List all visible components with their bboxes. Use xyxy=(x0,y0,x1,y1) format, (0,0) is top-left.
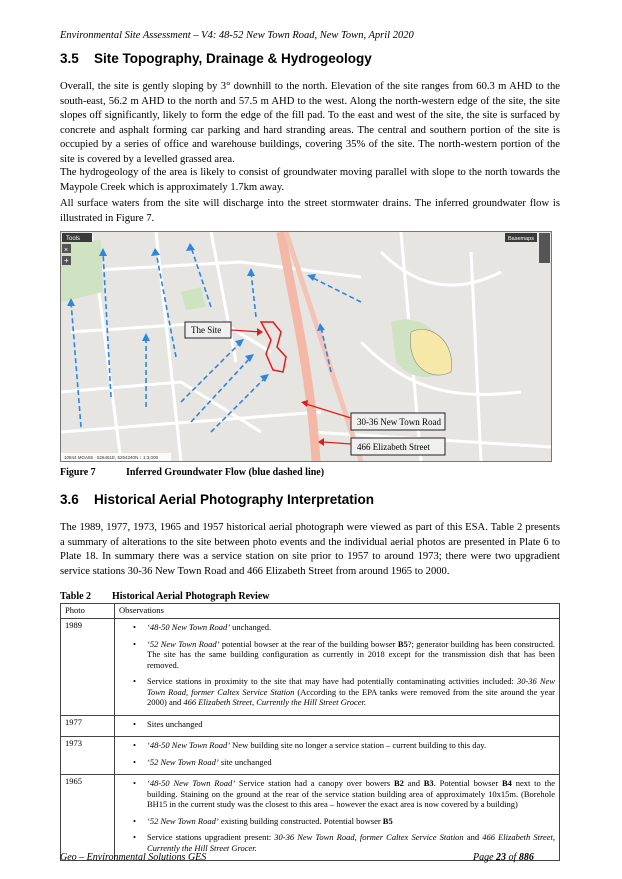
svg-text:×: × xyxy=(64,247,69,254)
map-scale-text: 10844 MGA55 · 526461E, 5254240N ↑ 1:3,000 xyxy=(64,455,159,460)
observation-item: • Service stations in proximity to the site that may have had potentially contaminating activities included: 30-36 New Town Road, former Caltex Service Station (According to the EPA tanks were removed from the site around the year 2000) and 466 Elizabeth Street, Currently the Hill Street Grocer. xyxy=(147,676,555,708)
observations-cell xyxy=(115,619,560,716)
observations-cell xyxy=(115,715,560,737)
figure-7-caption-text: Inferred Groundwater Flow (blue dashed line) xyxy=(126,467,325,478)
groundwater-flow-map xyxy=(60,231,552,462)
photo-year: 1973 xyxy=(61,737,115,775)
photo-year: 1989 xyxy=(61,619,115,716)
topography-paragraph: Overall, the site is gently sloping by 3° downhill to the north. Elevation of the site ranges from 60.3 m AHD to the south-east, 56.2 m AHD to the north and 57.5 m AHD to the west. Along the north-western edge of the site, the site slopes off significantly, likely to form the edge of the fill pad. To the east and west of the site, the site is surfaced by concrete and asphalt forming car parking and hard stranding areas. The central and southern portion of the site is occupied by a series of office and warehouse buildings, covering 35% of the site. The north-western portion of the site is covered by a levelled grassed area. xyxy=(60,81,560,165)
observation-item: • ‘52 New Town Road’ existing building constructed. Potential bowser B5 xyxy=(147,816,555,827)
section-number: 3.5 xyxy=(60,51,79,66)
section-heading-3-6 xyxy=(60,492,374,507)
table-row xyxy=(61,737,560,775)
table-2-caption-text: Historical Aerial Photograph Review xyxy=(112,591,270,602)
tools-label: Tools xyxy=(66,236,81,242)
observations-cell xyxy=(115,737,560,775)
observation-item: • ‘48-50 New Town Road’ Service station had a canopy over bowers B2 and B3. Potential bowser B4 next to the building. Staining on the ground at the rear of the service station building area of approximately 10x15m. (Borehole BH15 in the current study was the closest to this area – however the exact area is now covered by a building) xyxy=(147,778,555,810)
aerial-photograph-review-table xyxy=(60,603,560,861)
observation-item: • ‘48-50 New Town Road’ New building site no longer a service station – current building to this day. xyxy=(147,740,555,751)
new-town-road-text: 30-36 New Town Road xyxy=(357,417,441,427)
observation-item: • ‘52 New Town Road’ potential bowser at the rear of the building bowser B5?; generator building has been constructed. The site has the same building configuration as currently in 2018 except for the transmission dish that has been removed. xyxy=(147,639,555,671)
site-label-text: The Site xyxy=(191,325,222,335)
photo-year: 1977 xyxy=(61,715,115,737)
photo-year: 1965 xyxy=(61,775,115,861)
section-title: Site Topography, Drainage & Hydrogeology xyxy=(94,51,372,66)
aerial-photography-paragraph: The 1989, 1977, 1973, 1965 and 1957 historical aerial photograph were viewed as part of this ESA. Table 2 presents a summary of alterations to the site between photo events and the individual aerial photos are presented in Plate 6 to Plate 18. In summary there was a service station on site prior to 1957 to around 1973; there were two upgradient service stations 30-36 New Town Road and 466 Elizabeth Street from around 1965 to 2000. xyxy=(60,522,560,577)
section-heading-3-5 xyxy=(60,51,372,66)
table-row xyxy=(61,715,560,737)
table-2-caption xyxy=(60,591,269,602)
observation-item: • Sites unchanged xyxy=(147,719,555,730)
observation-item: • ‘52 New Town Road’ site unchanged xyxy=(147,757,555,768)
page-header: Environmental Site Assessment – V4: 48-52 New Town Road, New Town, April 2020 xyxy=(60,30,414,41)
figure-7-caption-label: Figure 7 xyxy=(60,467,96,478)
footer-page-number: Page 23 of 886 xyxy=(473,852,534,863)
table-row xyxy=(61,619,560,716)
figure-7-caption xyxy=(60,467,324,478)
observations-cell xyxy=(115,775,560,861)
section-number: 3.6 xyxy=(60,492,79,507)
elizabeth-street-text: 466 Elizabeth Street xyxy=(357,442,430,452)
table-2-caption-label: Table 2 xyxy=(60,591,92,602)
basemaps-label: Basemaps xyxy=(508,236,534,242)
hydrogeology-paragraph: The hydrogeology of the area is likely to consist of groundwater moving parallel with slope to the north towards the Maypole Creek which is approximately 1.7km away. xyxy=(60,167,560,193)
surface-water-paragraph: All surface waters from the site will discharge into the street stormwater drains. The inferred groundwater flow is illustrated in Figure 7. xyxy=(60,198,560,224)
footer-company: Geo – Environmental Solutions GES xyxy=(60,852,207,863)
observation-item: • ‘48-50 New Town Road’ unchanged. xyxy=(147,622,555,633)
table-row xyxy=(61,775,560,861)
svg-text:+: + xyxy=(64,256,69,265)
table-header-row xyxy=(61,604,560,619)
section-title: Historical Aerial Photography Interpretation xyxy=(94,492,375,507)
col-header-photo: Photo xyxy=(61,604,115,619)
observation-item: • Service stations upgradient present: 30-36 New Town Road, former Caltex Service Station and 466 Elizabeth Street, Currently the Hill Street Grocer. xyxy=(147,832,555,853)
col-header-observations: Observations xyxy=(115,604,560,619)
